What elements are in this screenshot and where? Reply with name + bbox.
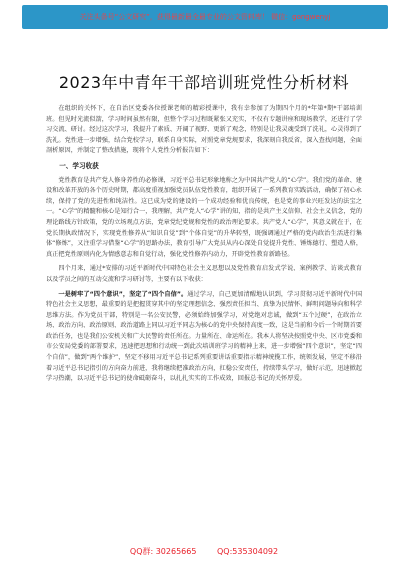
intro-paragraph: 在组织的关怀下，在自治区党委各位授课老师的精彩授课中，我有幸参加了为期四个月的*年第*期*干部培训班。但见时光流似箭，学习时间虽然有限，但整个学习过程既紧张又充实，不仅有专题讲座和现场教学，还进行了学习交流、研讨。经过这次学习，我提升了素质、开阔了视野、更新了观念，特别是让我灵魂受到了洗礼，心灵得到了洗礼。党性进一步增强，结合党校学习，联系自身实际，对照党章党规要求，我深刻自我反省，深入查找问题，全面剖析原因，并制定了整改措施，现将个人党性分析报告如下： [46, 105, 362, 155]
banner-text: 关注头条号“公文研究”，获得最新最全最专业的公文资料库！ 微信：gongwenyj [79, 13, 331, 21]
body-paragraph: 四个月来，通过*安排的习近平新时代中国特色社会主义思想以及党性教育启发式学说、案例教学、访谈式教育以及学员之间的互动交流和学习研讨等，主要有以下收获： [46, 265, 362, 283]
section-heading-learning-gains: 一、学习收获 [59, 161, 99, 170]
qq-number-text: QQ:535304092 [217, 547, 279, 556]
lead-paragraph-text: 通过学习，自己更加清醒地认识到，学习贯彻习近平新时代中国特色社会主义思想，最重要的是把握贯穿其中的坚定理想信念、强烈责任担当、真挚为民情怀、鲜明问题导向和科学思维方法。作为党员干部，特别是一名公安民警，必须始终加强学习，对党绝对忠诚，做到“五个过硬”，在政治立场、政治方向、政治原则、政治道路上同以习近平同志为核心的党中央保持高度一致，这是当前和今后一个时期首要政治任务，也是我们公安机关和广大民警的责任所在。力量所在、命运所在。我本人将坚决按照党中央、区市党委和市公安局党委的部署要求，迅速把思想和行动统一到此次培训班学习的精神上来，进一步增强“四个意识”，坚定“四个自信”，做到“两个维护”，坚定不移用习近平总书记系列重要讲话重要指示精神统揽工作，统领发展，坚定不移沿着习近平总书记指引的方向奋力前进，我将继续把准政治方向，扛稳公安责任，持续带头学习，做好示范，迅速掀起学习热潮，以习近平总书记的使命砥砺奋斗，以扎扎实实的工作成效，回报总书记的关怀厚爱。 [46, 290, 363, 383]
lead-sentence: 一是树牢了“四个意识”，坚定了“四个自信”。 [58, 290, 188, 298]
footer-contact [0, 546, 408, 557]
document-title: 2023年中青年干部培训班党性分析材料 [58, 73, 350, 92]
document-body [46, 104, 362, 389]
body-paragraph: 党性教育是共产党人修身养性的必修课，习近平总书记形象地称之为中国共产党人的“心学”。我们党的革命、建设和改革开放的各个历史时期，都高度重视加强党员队伍党性教育，组织开展了一系列教育实践活动，确保了初心永续，保持了党的先进性和纯洁性。这已成为党的建设的一个成功经验和优良传统，也是党的事业兴旺发达的法宝之一。“心学”的精髓和核心是知行合一，我理解，共产党人“心学”讲的知，指的是共产主义信仰、社会主义信念，党的理论路线方针政策，党的立场观点方法，党章党纪党规和党性的政治理论要求。共产党人“心学”，其意义就在于，在党长期执政情况下，实现党性修养从“知识自觉”到“个体自觉”的升华转型，既强调通过严格的党内政治生活进行集体“修炼”，又注重学习借鉴“心学”的思路办法，教育引导广大党员从内心深处自觉提升党性、锤炼德行、塑造人格，真正把党性原则内化为情感意志和自觉行动，强化党性修养内动力，开辟党性教育新路径。 [46, 176, 363, 258]
qq-group-text: QQ群: 30265665 [129, 547, 197, 556]
body-paragraph-with-lead [46, 290, 362, 385]
header-banner [22, 5, 388, 29]
